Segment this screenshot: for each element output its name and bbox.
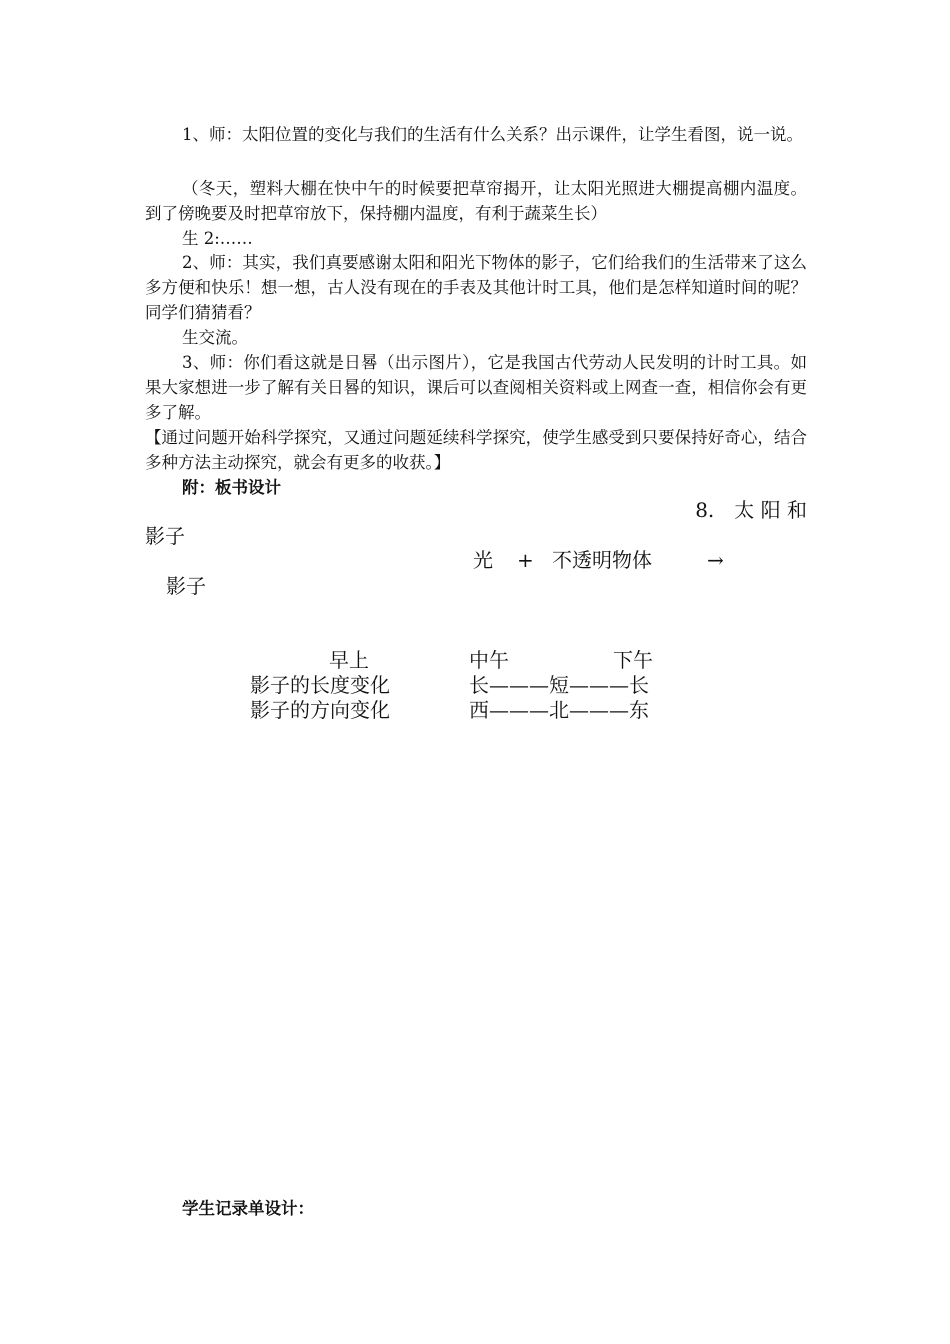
paragraph-3: 生 2:…… — [182, 229, 253, 248]
paragraph-7-note: 【通过问题开始科学探究，又通过问题延续科学探究，使学生感受到只要保持好奇心，结合多种方法主动探究，就会有更多的收获。】 — [145, 428, 807, 472]
length-row-value: 长———短———长 — [469, 673, 649, 697]
formula-object: 不透明物体 — [552, 548, 652, 572]
paragraph-2: （冬天，塑料大棚在快中午的时候要把草帘揭开，让太阳光照进大棚提高棚内温度。到了傍晚要及时把草帘放下，保持棚内温度，有利于蔬菜生长） — [145, 179, 807, 223]
formula-light: 光 — [473, 548, 493, 572]
record-sheet-heading: 学生记录单设计： — [182, 1199, 314, 1218]
length-row-label: 影子的长度变化 — [250, 673, 390, 697]
formula-plus: + — [517, 548, 534, 572]
time-morning: 早上 — [329, 648, 369, 672]
formula-result: 影子 — [166, 574, 206, 598]
paragraph-1: 1、师：太阳位置的变化与我们的生活有什么关系？出示课件，让学生看图，说一说。 — [182, 125, 803, 144]
direction-row-value: 西———北———东 — [469, 698, 649, 722]
board-title-line2: 影子 — [145, 524, 185, 548]
formula-arrow: → — [707, 548, 724, 572]
board-title-line1: 8. 太 阳 和 — [695, 498, 807, 522]
time-noon: 中午 — [469, 648, 509, 672]
paragraph-6: 3、师：你们看这就是日晷（出示图片），它是我国古代劳动人民发明的计时工具。如果大家想进一步了解有关日晷的知识，课后可以查阅相关资料或上网查一查，相信你会有更多了解。 — [145, 353, 807, 422]
paragraph-5: 生交流。 — [182, 328, 248, 347]
board-design-heading: 附：板书设计 — [182, 478, 281, 497]
paragraph-4: 2、师：其实，我们真要感谢太阳和阳光下物体的影子，它们给我们的生活带来了这么多方便和快乐！想一想，古人没有现在的手表及其他计时工具，他们是怎样知道时间的呢？同学们猜猜看？ — [145, 253, 807, 322]
time-afternoon: 下午 — [613, 648, 653, 672]
direction-row-label: 影子的方向变化 — [250, 698, 390, 722]
